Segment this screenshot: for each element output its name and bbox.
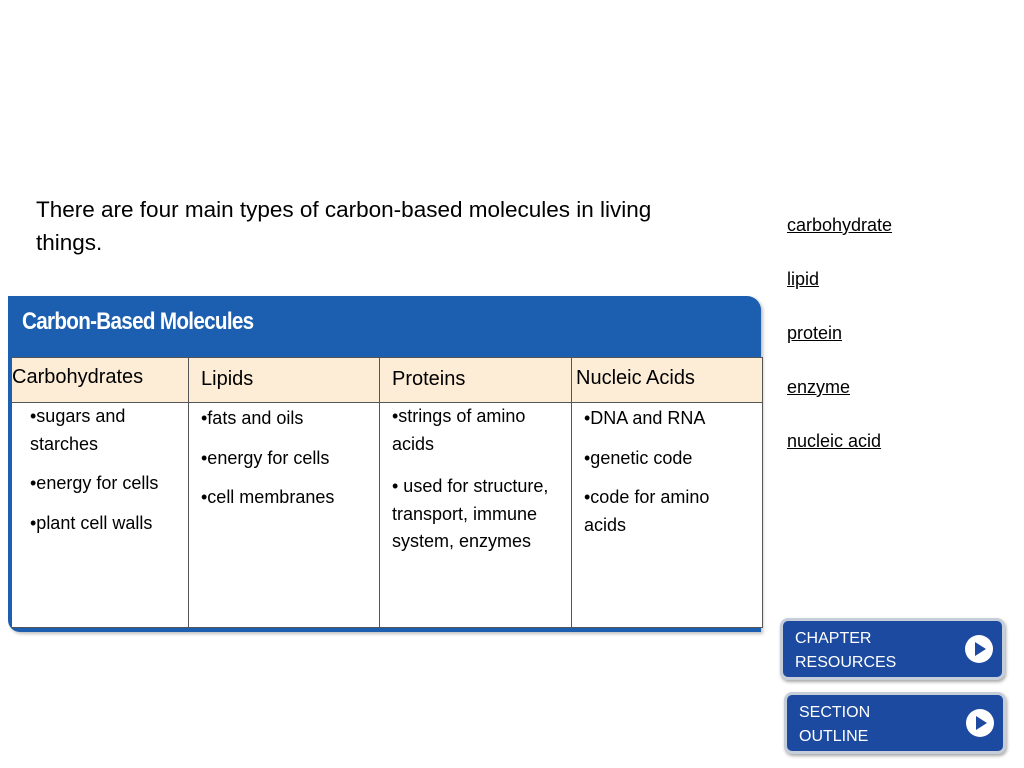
list-item: •sugars and starches bbox=[30, 406, 126, 454]
list-item: •DNA and RNA bbox=[584, 408, 706, 428]
vocab-link-enzyme[interactable]: enzyme bbox=[787, 377, 851, 397]
vocab-link-carbohydrate[interactable]: carbohydrate bbox=[787, 215, 893, 235]
header-carbohydrates: Carbohydrates bbox=[12, 358, 189, 403]
list-item: •energy for cells bbox=[201, 447, 330, 468]
intro-text: There are four main types of carbon-based molecules in living things. bbox=[36, 197, 652, 255]
list-item: •energy for cells bbox=[30, 473, 159, 493]
play-arrow-icon bbox=[965, 708, 995, 738]
table-title: Carbon-Based Molecules bbox=[22, 308, 254, 335]
header-nucleic-acids: Nucleic Acids bbox=[572, 358, 763, 403]
list-item: •genetic code bbox=[584, 447, 693, 468]
carbon-molecules-table-panel bbox=[8, 296, 761, 632]
list-item: •code for amino acids bbox=[584, 487, 710, 535]
header-lipids: Lipids bbox=[189, 358, 380, 403]
table-row bbox=[12, 403, 763, 628]
cell-nucleic-acids bbox=[572, 403, 763, 628]
vocab-link-nucleic-acid[interactable]: nucleic acid bbox=[787, 431, 882, 451]
list-item: •plant cell walls bbox=[30, 512, 153, 533]
header-proteins: Proteins bbox=[380, 358, 572, 403]
list-item: •strings of amino acids bbox=[392, 406, 526, 454]
cell-proteins bbox=[380, 403, 572, 628]
table-header-row bbox=[12, 358, 763, 403]
list-item: •fats and oils bbox=[201, 408, 304, 428]
section-outline-label: SECTION OUTLINE bbox=[799, 704, 871, 745]
vocabulary-list bbox=[787, 213, 892, 483]
vocab-link-protein[interactable]: protein bbox=[787, 323, 843, 343]
vocab-link-lipid[interactable]: lipid bbox=[787, 269, 820, 289]
cell-carbohydrates bbox=[12, 403, 189, 628]
list-item: • used for structure, transport, immune system, enzymes bbox=[392, 476, 549, 551]
section-outline-button[interactable] bbox=[784, 692, 1006, 754]
list-item: •cell membranes bbox=[201, 487, 335, 507]
chapter-resources-button[interactable] bbox=[780, 618, 1005, 680]
cell-lipids bbox=[189, 403, 380, 628]
play-arrow-icon bbox=[964, 634, 994, 664]
chapter-resources-label: CHAPTER RESOURCES bbox=[795, 630, 897, 671]
carbon-molecules-table bbox=[11, 357, 763, 628]
